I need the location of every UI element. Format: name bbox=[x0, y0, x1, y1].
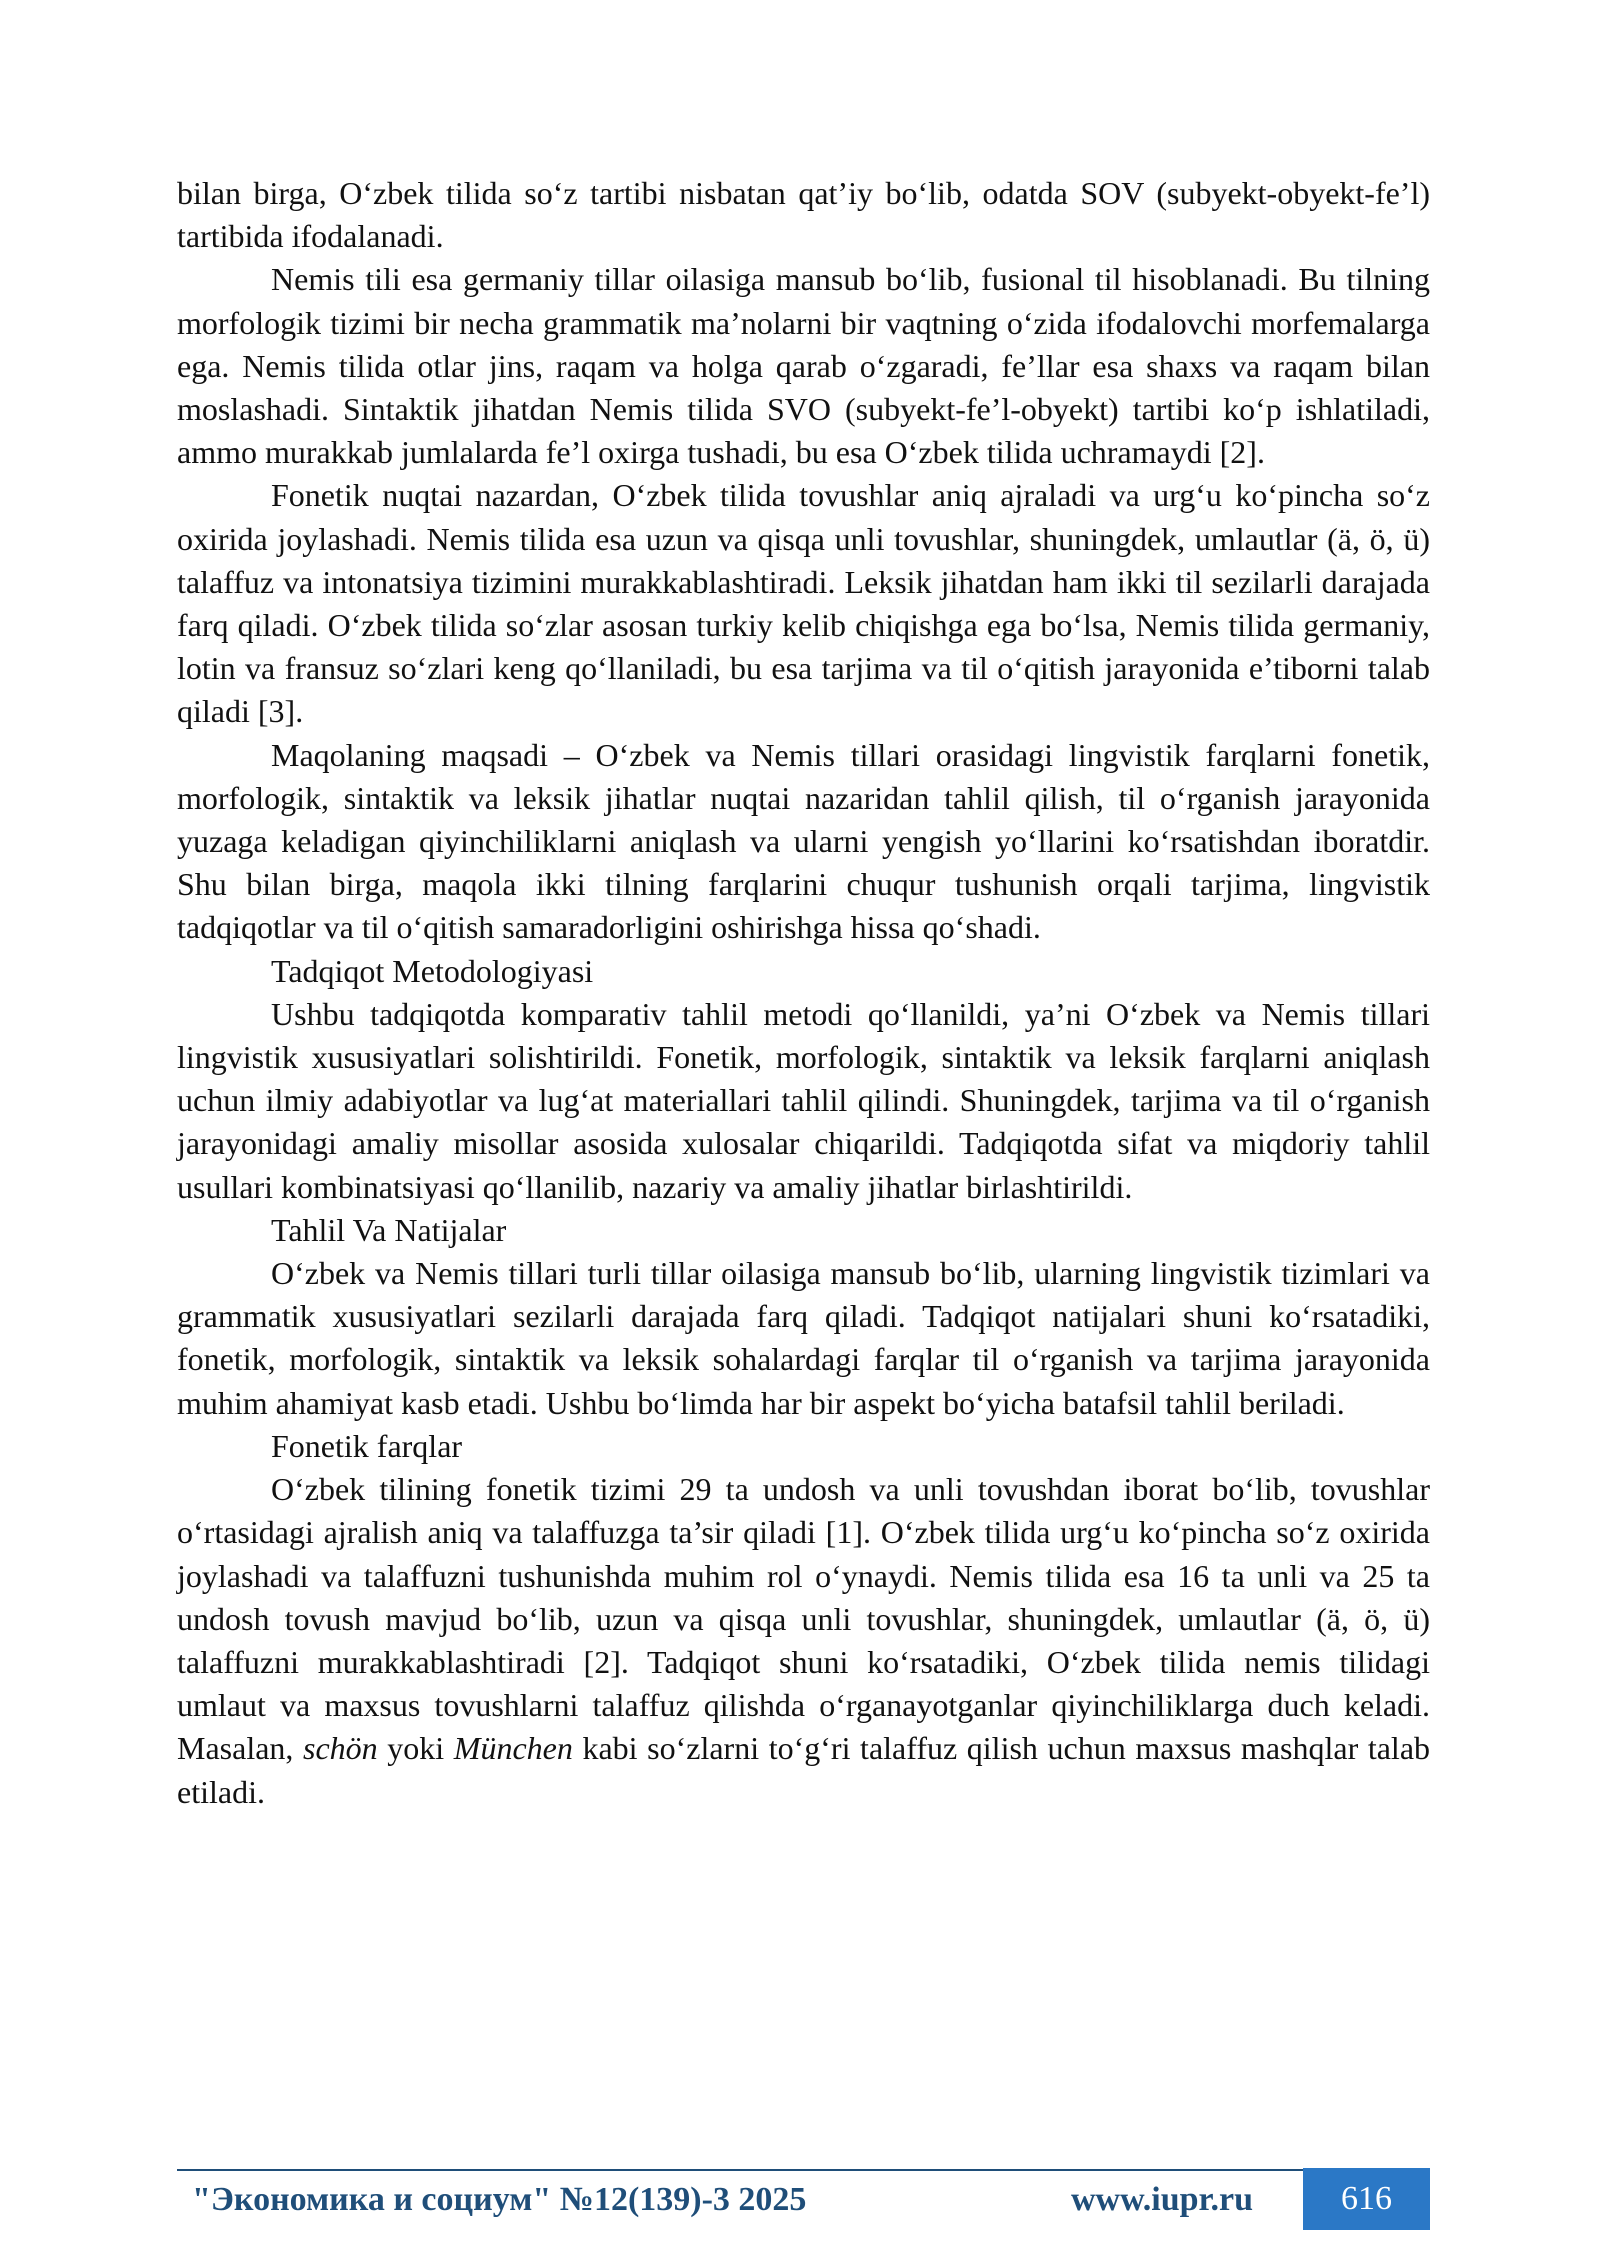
example-word: München bbox=[453, 1730, 573, 1767]
journal-website-link[interactable]: www.iupr.ru bbox=[1071, 2181, 1254, 2218]
section-heading-phonetic: Fonetik farqlar bbox=[271, 1427, 463, 1464]
paragraph: Nemis tili esa germaniy tillar oilasiga mansub bo‘lib, fusional til hisoblanadi. Bu tilning morfologik tizimi bir necha grammatik ma’nolarni bir vaqtning o‘zida ifodalovchi morfemalarga ega. Nemis tilida otlar jins, raqam va holga qarab o‘zgaradi, fe’llar esa shaxs va raqam bilan moslashadi. Sintaktik jihatdan Nemis tilida SVO (subyekt-fe’l-obyekt) tartibi ko‘p ishlatiladi, ammo murakkab jumlalarda fe’l oxirga tushadi, bu esa O‘zbek tilida uchramaydi [2]. bbox=[177, 261, 1430, 471]
paragraph-text: O‘zbek tilining fonetik tizimi 29 ta undosh va unli tovushdan iborat bo‘lib, tovushlar o‘rtasidagi ajralish aniq va talaffuzga ta’sir qiladi [1]. O‘zbek tilida urg‘u ko‘pincha so‘z oxirida joylashadi va talaffuzni tushunishda muhim rol o‘ynaydi. Nemis tilida esa 16 ta unli va 25 ta undosh tovush mavjud bo‘lib, uzun va qisqa unli tovushlar, shuningdek, umlautlar (ä, ö, ü) talaffuzni murakkablashtiradi [2]. Tadqiqot shuni ko‘rsatadiki, O‘zbek tilida nemis tilidagi umlaut va maxsus tovushlarni talaffuz qilishda o‘rganayotganlar qiyinchiliklarga duch keladi. bbox=[177, 1471, 1430, 1724]
paragraph: Ushbu tadqiqotda komparativ tahlil metodi qo‘llanildi, ya’ni O‘zbek va Nemis tillari lingvistik xususiyatlari solishtirildi. Fonetik, morfologik, sintaktik va leksik farqlarni aniqlash uchun ilmiy adabiyotlar va lug‘at materiallari tahlil qilindi. Shuningdek, tarjima va til o‘rganish jarayonidagi amaliy misollar asosida xulosalar chiqarildi. Tadqiqotda sifat va miqdoriy tahlil usullari kombinatsiyasi qo‘llanilib, nazariy va amaliy jihatlar birlashtirildi. bbox=[177, 995, 1430, 1205]
page-number: 616 bbox=[1303, 2168, 1430, 2230]
section-heading-methodology: Tadqiqot Metodologiyasi bbox=[271, 952, 594, 989]
journal-title: "Экономика и социум" №12(139)-3 2025 bbox=[192, 2181, 807, 2218]
paragraph: Fonetik nuqtai nazardan, O‘zbek tilida tovushlar aniq ajraladi va urg‘u ko‘pincha so‘z oxirida joylashadi. Nemis tilida esa uzun va qisqa unli tovushlar, shuningdek, umlautlar (ä, ö, ü) talaffuz va intonatsiya tizimini murakkablashtiradi. Leksik jihatdan ham ikki til sezilarli darajada farq qiladi. O‘zbek tilida so‘zlar asosan turkiy kelib chiqishga ega bo‘lsa, Nemis tilida germaniy, lotin va fransuz so‘zlari keng qo‘llaniladi, bu esa tarjima va til o‘qitish jarayonida e’tiborni talab qiladi [3]. bbox=[177, 477, 1430, 730]
footer-divider bbox=[177, 2169, 1430, 2171]
section-heading-results: Tahlil Va Natijalar bbox=[271, 1211, 507, 1248]
article-body bbox=[177, 172, 1430, 1814]
paragraph: bilan birga, O‘zbek tilida so‘z tartibi nisbatan qat’iy bo‘lib, odatda SOV (subyekt-obyekt-fe’l) tartibida ifodalanadi. bbox=[177, 175, 1430, 255]
paragraph bbox=[177, 1468, 1430, 1814]
paragraph-text: Masalan, bbox=[177, 1730, 294, 1767]
paragraph-text: yoki bbox=[387, 1730, 445, 1767]
paragraph-text: kabi so‘zlarni to‘g‘ri talaffuz qilish uchun maxsus mashqlar talab etiladi. bbox=[177, 1730, 1431, 1810]
paragraph: O‘zbek va Nemis tillari turli tillar oilasiga mansub bo‘lib, ularning lingvistik tizimlari va grammatik xususiyatlari sezilarli darajada farq qiladi. Tadqiqot natijalari shuni ko‘rsatadiki, fonetik, morfologik, sintaktik va leksik sohalardagi farqlar til o‘rganish va tarjima jarayonida muhim ahamiyat kasb etadi. Ushbu bo‘limda har bir aspekt bo‘yicha batafsil tahlil beriladi. bbox=[177, 1255, 1430, 1421]
example-word: schön bbox=[303, 1730, 378, 1767]
paragraph: Maqolaning maqsadi – O‘zbek va Nemis tillari orasidagi lingvistik farqlarni fonetik, morfologik, sintaktik va leksik jihatlar nuqtai nazaridan tahlil qilish, til o‘rganish jarayonida yuzaga keladigan qiyinchiliklarni aniqlash va ularni yengish yo‘llarini ko‘rsatishdan iboratdir. Shu bilan birga, maqola ikki tilning farqlarini chuqur tushunish orqali tarjima, lingvistik tadqiqotlar va til o‘qitish samaradorligini oshirishga hissa qo‘shadi. bbox=[177, 736, 1430, 946]
